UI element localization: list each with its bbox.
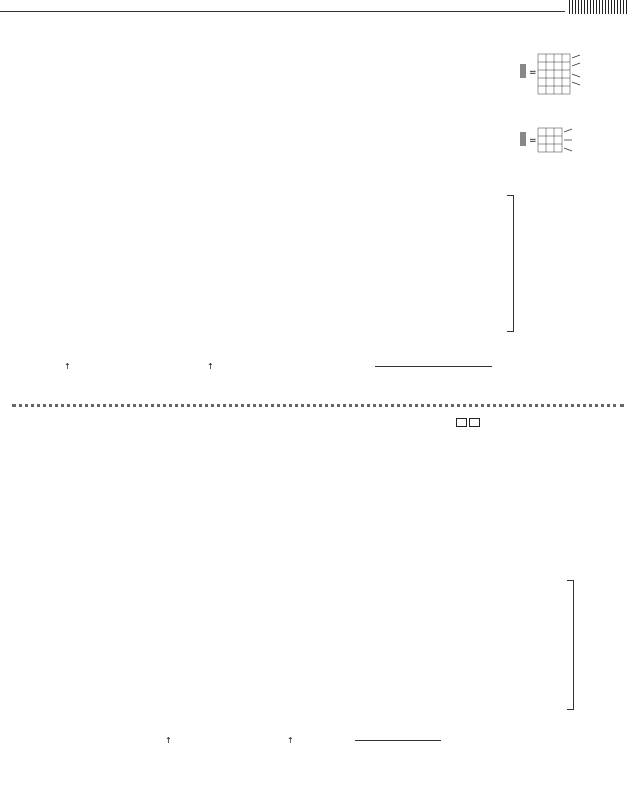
header-rule	[0, 11, 565, 12]
svg-text:=: =	[529, 68, 537, 78]
bottom-back-center-arrow: ↑	[165, 736, 172, 745]
decrease-symbol-icon-2	[469, 418, 480, 427]
svg-text:=: =	[529, 136, 537, 146]
top-sleeve-center-arrow: ↑	[207, 362, 214, 371]
top-back-center-arrow: ↑	[64, 362, 71, 371]
top-knitting-chart	[34, 48, 494, 340]
bottom-sleeve-center-arrow: ↑	[287, 736, 294, 745]
bottom-col-numbers	[28, 724, 556, 736]
page-header-bar	[0, 0, 629, 16]
top-col-numbers	[30, 350, 500, 362]
bottom-repeat-bracket	[567, 580, 574, 710]
bottom-knitting-chart	[33, 442, 551, 718]
gray-swatch-2	[520, 132, 526, 146]
top-repeat-line	[375, 366, 492, 367]
bottom-repeat-line	[355, 740, 441, 741]
section-separator	[12, 404, 624, 407]
decrease-symbol-icon	[456, 418, 467, 427]
top-repeat-bracket	[507, 195, 514, 332]
gray-swatch-1	[520, 64, 526, 78]
bottom-legend-1	[456, 418, 482, 428]
header-stripe	[569, 0, 629, 14]
top-legend-diagrams	[520, 48, 600, 168]
